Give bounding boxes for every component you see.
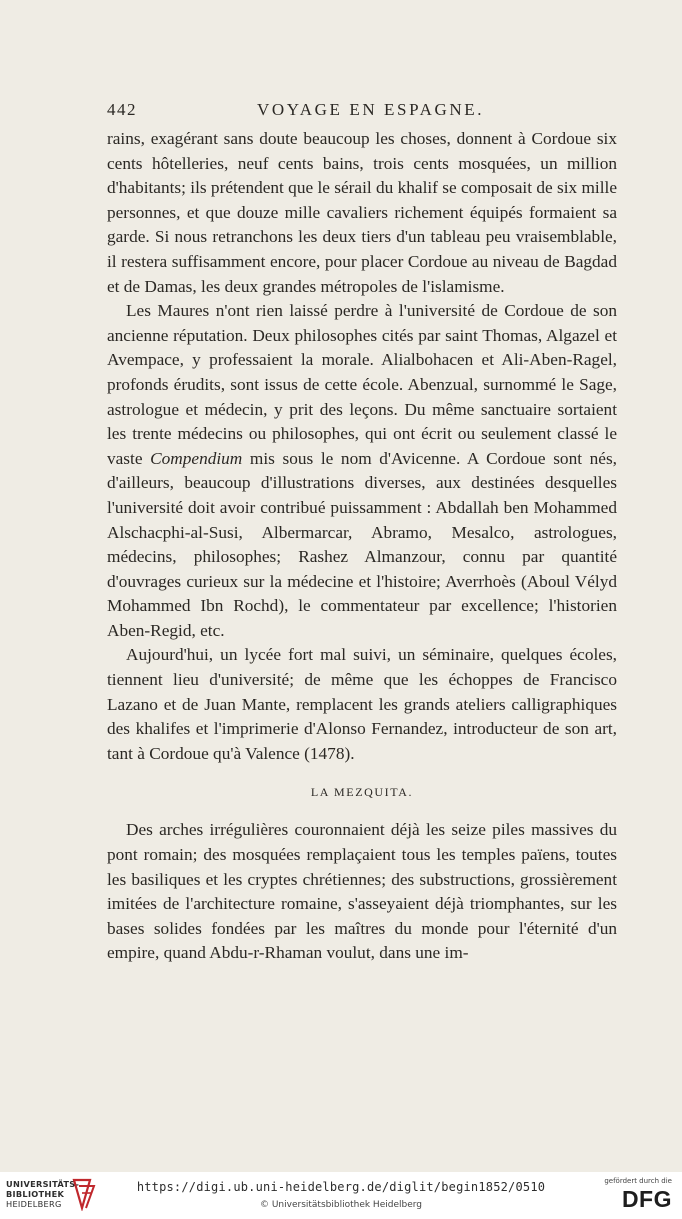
section-heading: LA MEZQUITA. [310,785,414,800]
library-name-line-1: UNIVERSITÄTS- [6,1179,80,1189]
dfg-logo-icon: DFG [621,1186,672,1212]
page-number: 442 [107,100,137,119]
library-name-line-2: BIBLIOTHEK [6,1189,65,1199]
paragraph-4: Des arches irrégulières couronnaient déjà les seize piles massives du pont romain; des mosquées remplaçaient tous les temples païens, toutes les basiliques et les cryptes chrétiennes; des substructions, grossièrement imitées de l'architecture romaine, s'asseyaient déjà triomphantes, sur les bases solides fondées par les maîtres du monde pour l'éternité d'un empire, quand Abdu-r-Rhaman voulut, dans une im- [107,820,617,963]
copyright-notice: © Universitätsbibliothek Heidelberg [259,1200,422,1210]
paragraph-2-italic-title: Compendium [150,448,243,468]
paragraph-2 [107,299,617,643]
paragraph-3: Aujourd'hui, un lycée fort mal suivi, un séminaire, quelques écoles, tiennent lieu d'université; de même que les échoppes de Francisco Lazano et de Juan Mante, remplacent les grands ateliers calligraphiques des khalifes et l'imprimerie d'Alonso Fernandez, introducteur de son art, tant à Cordoue qu'à Valence (1478). [107,645,617,763]
body-text [107,127,617,966]
paragraph-2-text-a: Les Maures n'ont rien laissé perdre à l'université de Cordoue de son ancienne réputation. Deux philosophes cités par saint Thomas, Algazel et Avempace, y professaient la morale. Alialbohacen et Ali-Aben-Ragel, profonds érudits, sont issus de cette école. Abenzual, surnommé le Sage, astrologue et médecin, y prit des leçons. Du même sanctuaire sortaient les trente médecins ou philosophes, qui ont écrit ou seulement classé le vaste [107,301,617,468]
permalink-url[interactable]: https://digi.ub.uni-heidelberg.de/diglit/begin1852/0510 [136,1180,546,1194]
viewer-footer [0,1172,682,1219]
library-name-line-3: HEIDELBERG [6,1199,62,1209]
paragraph-2-text-b: mis sous le nom d'Avicenne. A Cordoue sont nés, d'ailleurs, beaucoup d'illustrations diverses, aux destinées desquelles l'université doit avoir contribué puissamment : Abdallah ben Mohammed Alschacphi-al-Susi, Albermarcar, Abramo, Mesalco, astrologues, médecins, philosophes; Rashez Almanzour, connu par quantité d'ouvrages curieux sur la médecine et l'histoire; Averrhoès (Aboul Vélyd Mohammed Ibn Rochd), le commentateur par excellence; l'historien Aben-Regid, etc. [107,448,617,640]
paragraph-1: rains, exagérant sans doute beaucoup les choses, donnent à Cordoue six cents hôtelleries, neuf cents bains, trois cents mosquées, un million d'habitants; ils prétendent que le sérail du khalif se composait de six mille personnes, et que douze mille cavaliers richement équipés formaient sa garde. Si nous retranchons les deux tiers d'un tableau peu vraisemblable, il restera suffisamment encore, pour placer Cordoue au niveau de Bagdad et de Damas, les deux grandes métropoles de l'islamisme. [107,129,617,296]
funder-logo[interactable] [602,1177,672,1215]
running-head [107,100,617,124]
funder-caption: gefördert durch die [604,1177,672,1185]
running-title: VOYAGE EN ESPAGNE. [257,100,485,119]
